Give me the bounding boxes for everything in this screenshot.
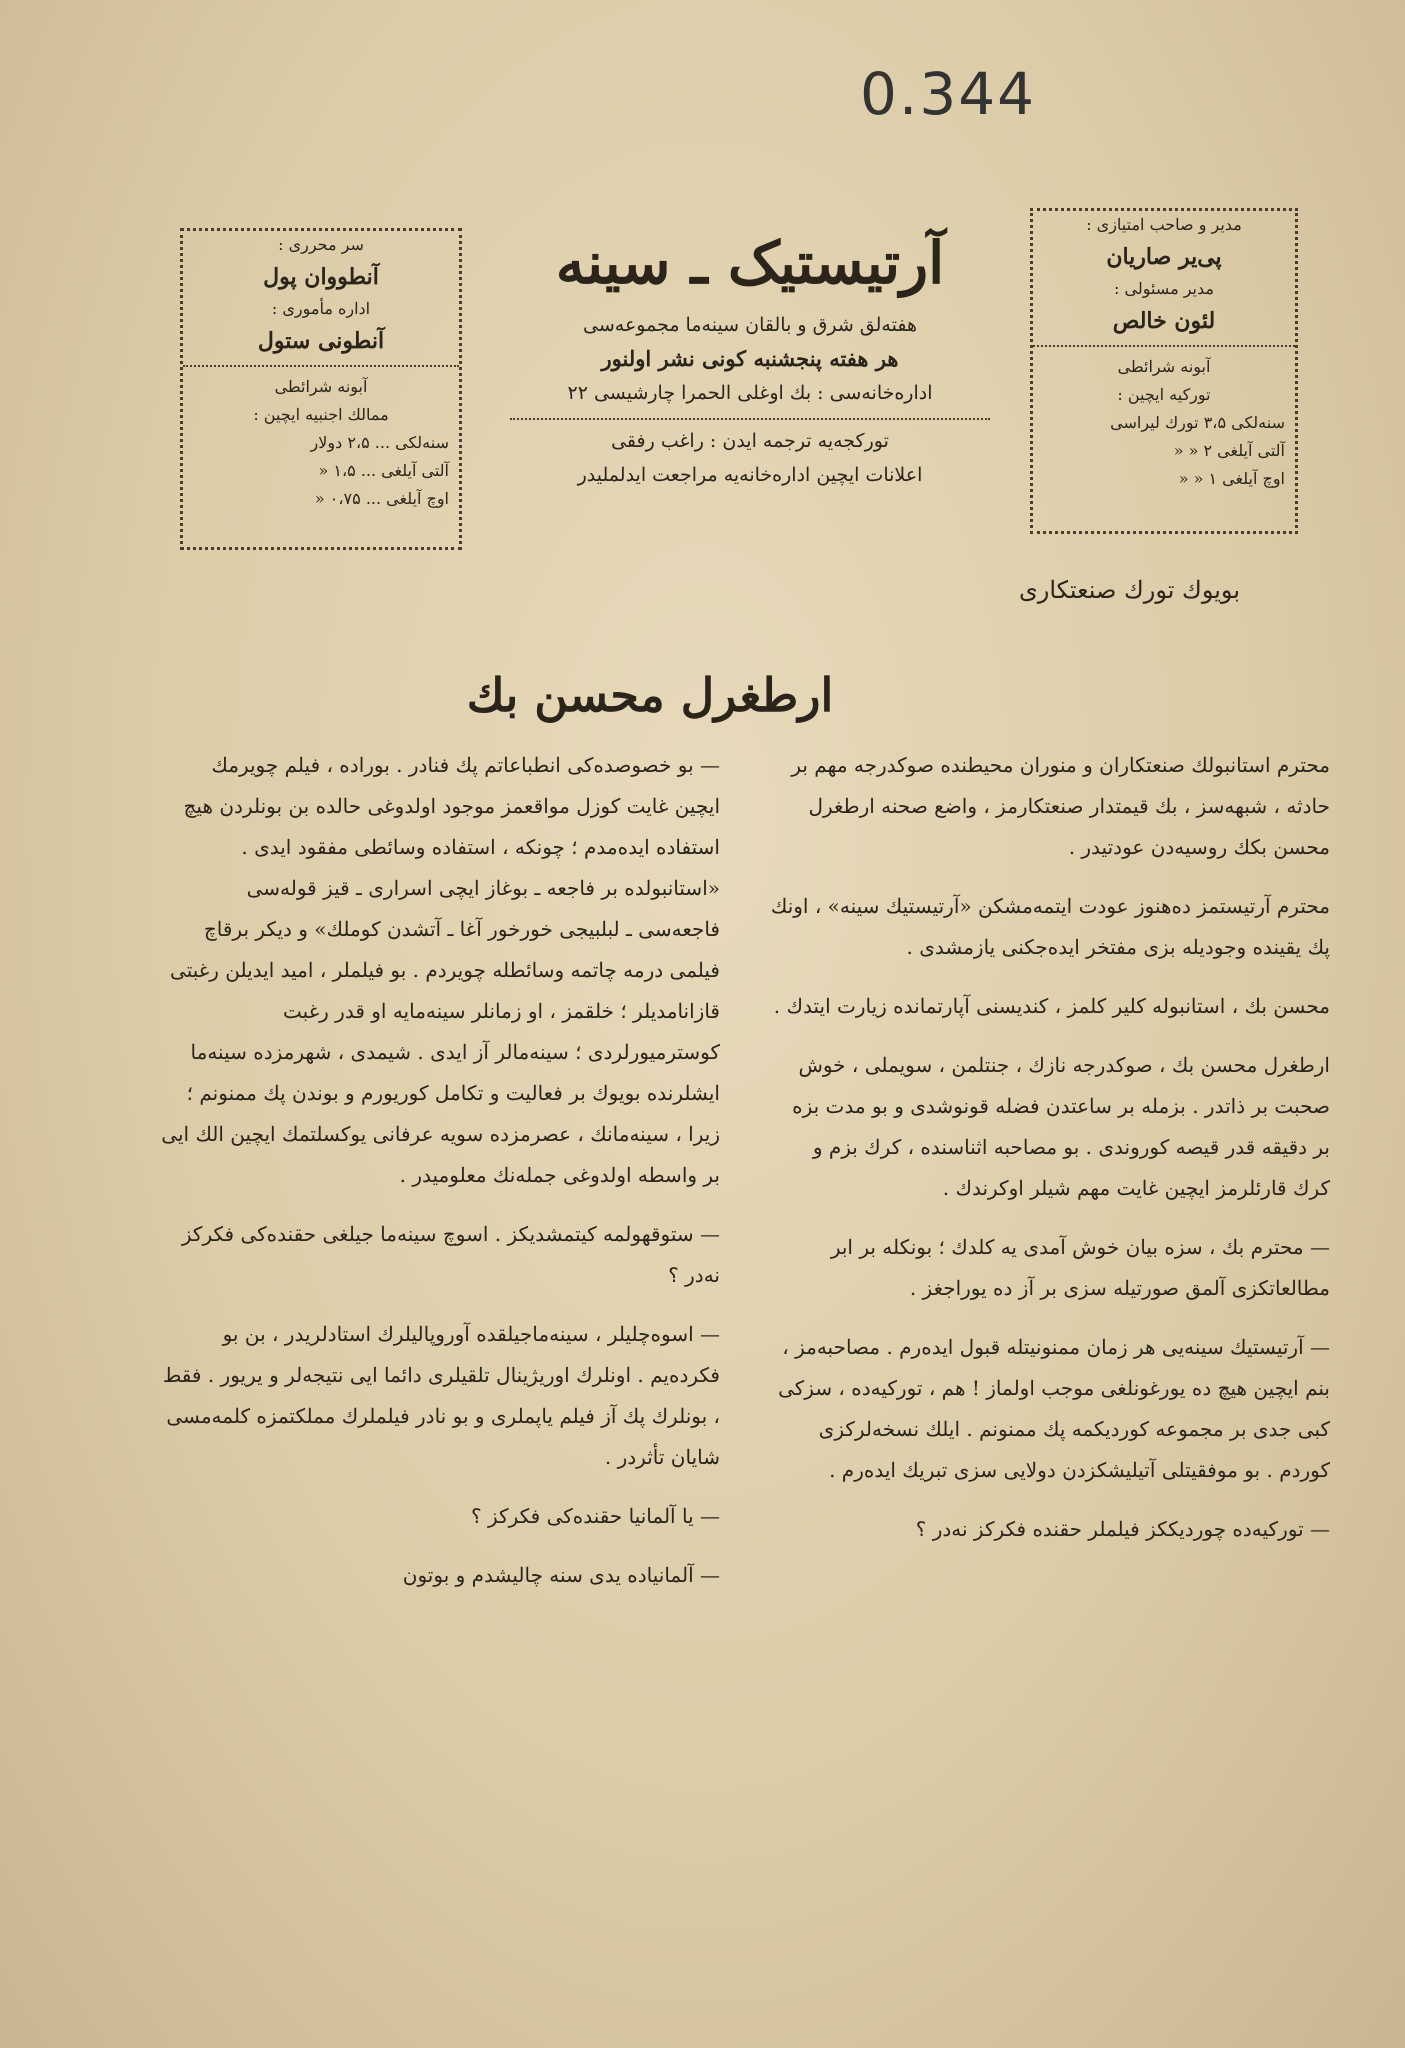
article-paragraph: — بو خصوصده‌كی انطباعاتم پك فنادر . بوراده ، فیلم چویرمك ایچین غایت كوزل مواقعمز موجود اولدوغی حالده بن بونلردن هیچ استفاده ایده‌مدم ؛ چونكه ، استفاده وسائطی مفقود ایدی . «استانبولده بر فاجعه ـ بوغاز ایچی اسراری ـ قیز قوله‌سی فاجعه‌سی ـ لبلبیجی خورخور آغا ـ آتشدن كوملك» و دیكر برقاچ فیلمی درمه چاتمه وسائطله چویردم . بو فیلملر ، امید ایدیلن رغبتی قازانامدیلر ؛ خلقمز ، او زمانلر سینه‌مایه او قدر رغبت كوسترمیورلردی ؛ سینه‌مالر آز ایدی . شیمدی ، شهرمزده سینه‌ما ایشلرنده بویوك بر فعالیت و تكامل كوریورم و بوندن پك ممنونم ؛ زیرا ، سینه‌مانك ، عصرمزده سویه عرفانی یوكسلتمك ایچین الك ایی بر واسطه اولدوغی جمله‌نك معلومیدر . <box>161 753 720 1187</box>
article-paragraph: — آرتیستیك سینه‌یی هر زمان ممنونیتله قبول ایده‌رم . مصاحبه‌مز ، بنم ایچین هیچ ده یورغونلغی موجب اولماز ! هم ، توركیه‌ده ، سزكی كبی جدی بر مجموعه كوردیكمه پك ممنونم . ایلك نسخه‌لركزی كوردم . بو موفقیتلی آتیلیشكزدن دولایی سزی تبریك ایده‌رم . <box>778 1335 1330 1482</box>
translator-credit: تورکجه‌یه ترجمه ایدن : راغب رفقی <box>611 430 889 452</box>
subscription-rate: اوچ آیلغی ... ۰،۷۵ « <box>314 489 449 508</box>
article-paragraph: — توركیه‌ده چوردیككز فیلملر حقنده فكركز نه‌در ؟ <box>915 1517 1330 1541</box>
director-label: مدیر و صاحب امتیازی : <box>1086 215 1242 234</box>
subscription-rate: آلتی آیلغی ... ۱،۵ « <box>318 461 449 480</box>
article-paragraph: محترم استانبولك صنعتكاران و منوران محیطنده صوكدرجه مهم بر حادثه ، شبهه‌سز ، بك قیمتدار صنعتكارمز ، واضع صحنه ارطغرل محسن بكك روسیه‌دن عودتیدر . <box>791 753 1330 859</box>
subscription-title: آبونه شرائطی <box>1117 357 1211 376</box>
magazine-title: آرتیستیک ـ سینه <box>555 229 945 297</box>
office-address: اداره‌خانه‌سی : بك اوغلی الحمرا چارشیسی ۲۲ <box>567 382 933 404</box>
article-paragraph: ارطغرل محسن بك ، صوكدرجه نازك ، جنتلمن ، سویملی ، خوش صحبت بر ذاتدر . بزمله بر ساعتدن فضله قونوشدی و بو مدت بزه بر دقیقه قدر قیصه كوروندی . بو مصاحبه اثناسنده ، كرك بزم و كرك قارئلرمز ایچین غایت مهم شیلر اوكرندك . <box>792 1053 1330 1200</box>
masthead <box>470 218 1030 548</box>
publication-schedule: هر هفته پنجشنبه کونی نشر اولنور <box>601 346 899 371</box>
subscription-scope: ممالك اجنبیه ایچین : <box>253 405 389 424</box>
article-paragraph: — ستوقهولمه كیتمشدیكز . اسوچ سینه‌ما جیلغی حقنده‌كی فكركز نه‌در ؟ <box>181 1222 720 1287</box>
article-column-left <box>160 745 720 2035</box>
article-headline: ارطغرل محسن بك <box>466 668 834 722</box>
editorial-box-left <box>180 228 462 550</box>
editorial-box-right <box>1030 208 1298 534</box>
masthead-divider <box>510 418 990 420</box>
box-divider <box>1033 345 1295 347</box>
subscription-rate: سنه‌لکی ۳،۵ تورك لیراسی <box>1110 413 1285 432</box>
article-paragraph: محترم آرتیستمز ده‌هنوز عودت ایتمه‌مشكن «آرتیستیك سینه» ، اونك پك یقینده وجودیله بزی مفتخر ایده‌جكنی یازمشدی . <box>770 894 1330 959</box>
subscription-title: آبونه شرائطی <box>274 377 368 396</box>
director-name: پی‌یر صاریان <box>1106 244 1222 270</box>
article-paragraph: — آلمانیاده یدی سنه چالیشدم و بوتون <box>402 1563 720 1587</box>
ads-notice: اعلانات ایچین اداره‌خانه‌یه مراجعت ایدلملیدر <box>577 464 923 486</box>
subscription-scope: تورکیه ایچین : <box>1117 385 1211 404</box>
subscription-rate: اوچ آیلغی ۱ « « <box>1178 469 1285 488</box>
office-clerk-label: اداره مأموری : <box>271 299 371 318</box>
chief-editor-label: سر محرری : <box>278 235 364 254</box>
article-paragraph: — اسوه‌چلیلر ، سینه‌ماجیلقده آوروپالیلرك استادلریدر ، بن بو فكرده‌یم . اونلرك اوریژینال تلقیلری دائما ایی نتیجه‌لر و یریور . فقط ، بونلرك پك آز فیلم یاپملری و بو نادر فیلملرك مملكتمزه كلمه‌مسی شایان تأثردر . <box>162 1322 720 1469</box>
subscription-rate: آلتی آیلغی ۲ « « <box>1173 441 1285 460</box>
office-clerk-name: آنطونی ستول <box>257 328 385 354</box>
responsible-director-label: مدیر مسئولی : <box>1114 279 1214 298</box>
responsible-director-name: لئون خالص <box>1112 308 1216 334</box>
article-paragraph: — یا آلمانیا حقنده‌كی فكركز ؟ <box>471 1504 720 1528</box>
article-kicker: بویوك تورك صنعتكاری <box>1018 576 1240 604</box>
chief-editor-name: آنطووان پول <box>263 264 379 290</box>
article-paragraph: — محترم بك ، سزه بیان خوش آمدی یه كلدك ؛ بونكله بر ابر مطالعاتكزی آلمق صورتیله سزی بر آز ده یوراجغز . <box>830 1235 1330 1300</box>
magazine-subtitle: هفته‌لق شرق و بالقان سینه‌ما مجموعه‌سی <box>583 314 917 336</box>
article-paragraph: محسن بك ، استانبوله كلیر كلمز ، كندیسنی آپارتمانده زیارت ایتدك . <box>773 994 1330 1018</box>
archive-number: 0.344 <box>860 60 1037 128</box>
box-divider <box>183 365 459 367</box>
subscription-rate: سنه‌لکی ... ۲،۵ دولار <box>310 433 449 452</box>
article-column-right <box>770 745 1330 2035</box>
